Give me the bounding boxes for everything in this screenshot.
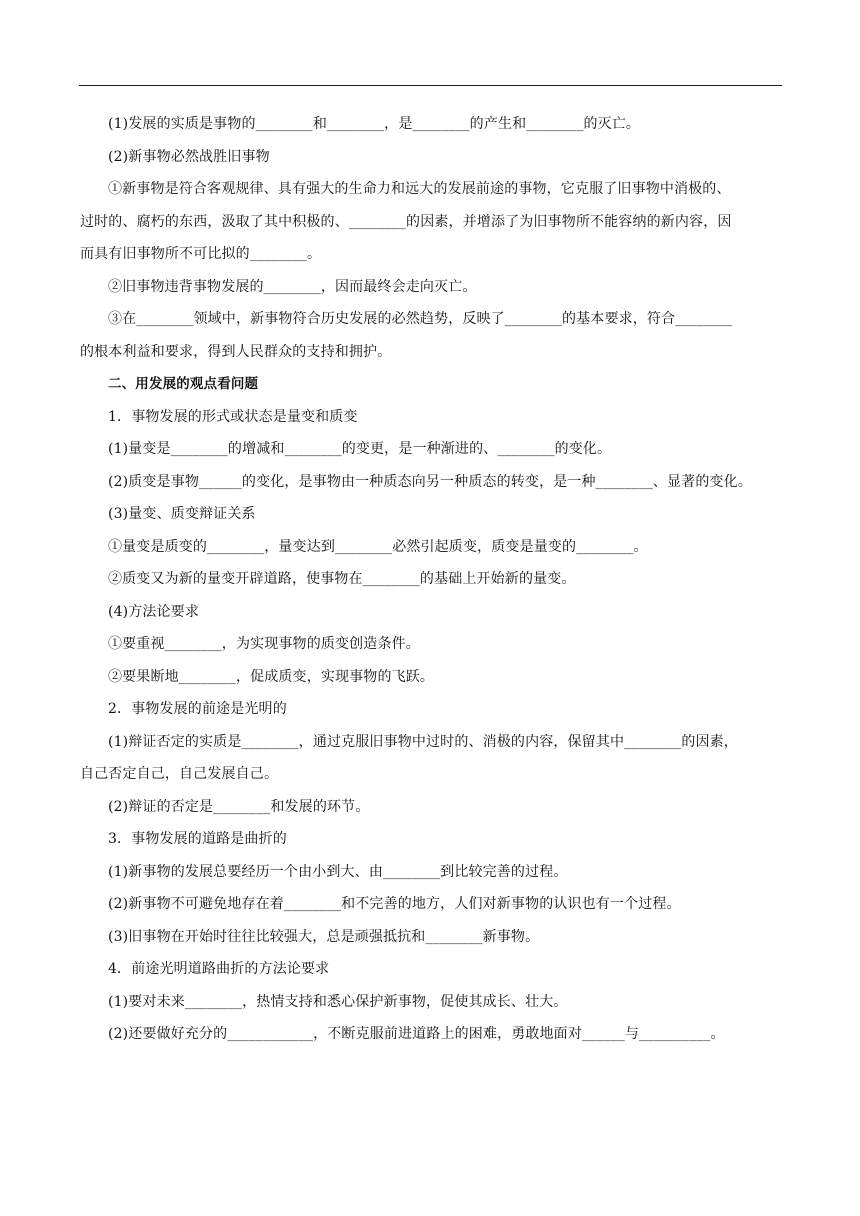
text-line: 自己否定自己，自己发展自己。	[80, 766, 279, 782]
text-line: (2)新事物不可避免地存在着________和不完善的地方，人们对新事物的认识也有一个过程。	[108, 896, 681, 912]
text-line: ③在________领域中，新事物符合历史发展的必然趋势，反映了________的基本要求，符合________	[108, 311, 733, 327]
text-line: (3)量变、质变辩证关系	[108, 506, 256, 522]
worksheet-body	[80, 108, 784, 1051]
text-line: 过时的、腐朽的东西，汲取了其中积极的、________的因素，并增添了为旧事物所不能容纳的新内容，因	[80, 213, 732, 230]
subsection-title: 4．前途光明道路曲折的方法论要求	[108, 961, 330, 977]
text-line: (1)要对未来________，热情支持和悉心保护新事物，促使其成长、壮大。	[108, 993, 568, 1010]
subsection-title: 3．事物发展的道路是曲折的	[108, 831, 287, 847]
text-line: ①新事物是符合客观规律、具有强大的生命力和远大的发展前途的事物，它克服了旧事物中消极的、	[108, 181, 731, 197]
text-line: (4)方法论要求	[108, 603, 200, 620]
text-line: (2)质变是事物______的变化，是事物由一种质态向另一种质态的转变，是一种________、显著的变化。	[108, 473, 752, 490]
subsection-title: 2．事物发展的前途是光明的	[108, 701, 287, 717]
text-line: 的根本利益和要求，得到人民群众的支持和拥护。	[80, 343, 392, 360]
text-line: ②旧事物违背事物发展的________，因而最终会走向灭亡。	[108, 278, 477, 295]
text-line: (3)旧事物在开始时往往比较强大，总是顽强抵抗和________新事物。	[108, 928, 540, 945]
text-line: (2)还要做好充分的____________，不断克服前进道路上的困难，勇敢地面对______与__________。	[108, 1026, 725, 1042]
text-line: ①量变是质变的________，量变达到________必然引起质变，质变是量变的________。	[108, 538, 648, 555]
subsection-title: 1．事物发展的形式或状态是量变和质变	[108, 408, 358, 425]
text-line: (1)发展的实质是事物的________和________，是________的产生和________的灭亡。	[108, 116, 641, 132]
text-line: ①要重视________，为实现事物的质变创造条件。	[108, 636, 420, 652]
text-line: (2)新事物必然战胜旧事物	[108, 148, 270, 165]
text-line: ②要果断地________，促成质变，实现事物的飞跃。	[108, 668, 435, 685]
text-line: (1)新事物的发展总要经历一个由小到大、由________到比较完善的过程。	[108, 863, 568, 880]
text-line: (1)辩证否定的实质是________，通过克服旧事物中过时的、消极的内容，保留其中________的因素，	[108, 733, 738, 750]
header-rule	[79, 85, 782, 86]
text-line: 而具有旧事物所不可比拟的________。	[80, 246, 322, 262]
text-line: (2)辩证的否定是________和发展的环节。	[108, 798, 370, 815]
text-line: ②质变又为新的量变开辟道路，使事物在________的基础上开始新的量变。	[108, 571, 576, 587]
section-heading: 二、用发展的观点看问题	[108, 376, 259, 392]
text-line: (1)量变是________的增减和________的变更，是一种渐进的、________的变化。	[108, 441, 612, 457]
